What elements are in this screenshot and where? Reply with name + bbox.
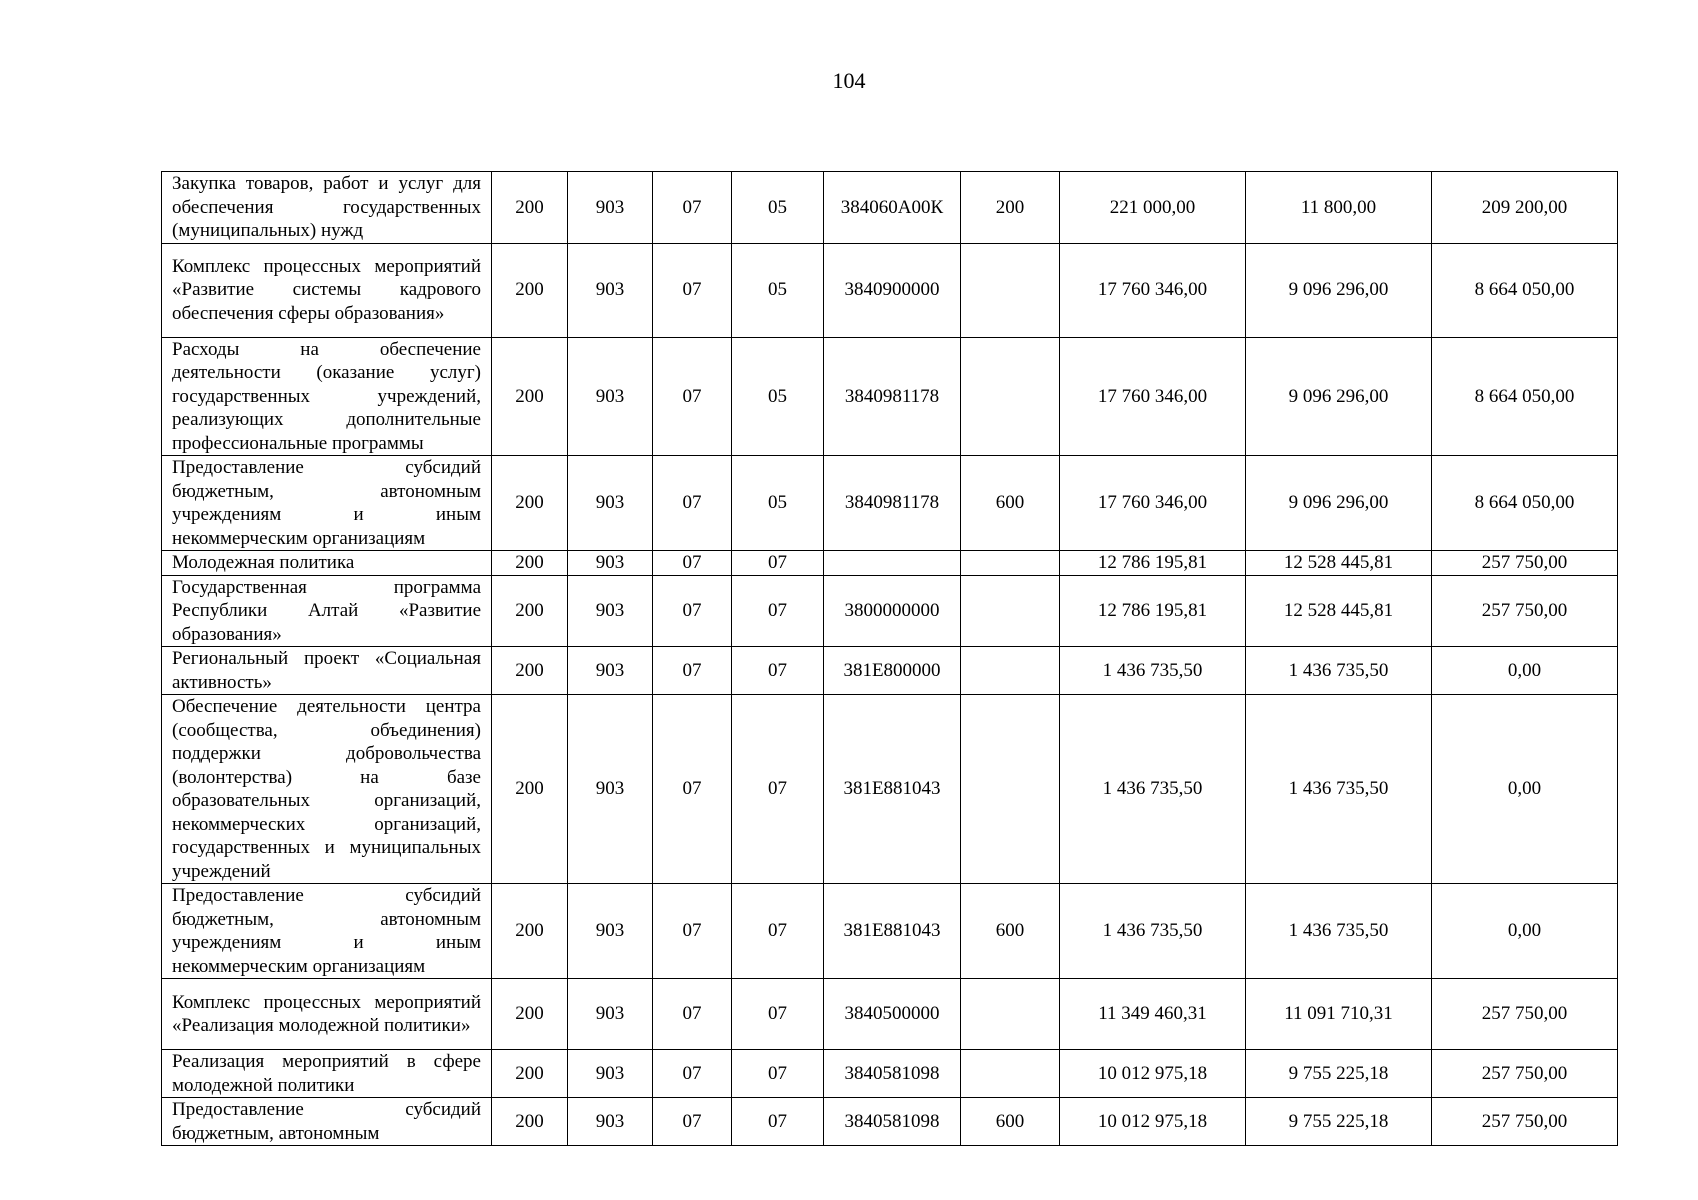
code-cell: 200 xyxy=(492,884,568,979)
ministry-code-cell: 903 xyxy=(568,243,653,337)
amount-total-cell: 10 012 975,18 xyxy=(1060,1098,1246,1146)
amount-third-cell: 0,00 xyxy=(1432,884,1618,979)
table-row xyxy=(162,1098,1618,1146)
subsection-code-cell: 07 xyxy=(732,647,824,695)
amount-third-cell: 209 200,00 xyxy=(1432,172,1618,244)
row-name-cell: Предоставление субсидий бюджетным, автономным учреждениям и иным некоммерческим организациям xyxy=(162,884,492,979)
section-code-cell: 07 xyxy=(653,551,732,576)
code-cell: 200 xyxy=(492,1050,568,1098)
amount-third-cell: 8 664 050,00 xyxy=(1432,243,1618,337)
amount-second-cell: 12 528 445,81 xyxy=(1246,575,1432,647)
section-code-cell: 07 xyxy=(653,243,732,337)
amount-total-cell: 17 760 346,00 xyxy=(1060,337,1246,456)
table-row xyxy=(162,647,1618,695)
code-cell: 200 xyxy=(492,551,568,576)
target-article-cell: 3800000000 xyxy=(824,575,961,647)
subsection-code-cell: 07 xyxy=(732,695,824,884)
expense-type-cell xyxy=(961,647,1060,695)
budget-table xyxy=(161,171,1618,1146)
code-cell: 200 xyxy=(492,337,568,456)
amount-third-cell: 0,00 xyxy=(1432,647,1618,695)
expense-type-cell: 600 xyxy=(961,456,1060,551)
target-article-cell: 3840981178 xyxy=(824,337,961,456)
subsection-code-cell: 07 xyxy=(732,1050,824,1098)
expense-type-cell: 600 xyxy=(961,1098,1060,1146)
section-code-cell: 07 xyxy=(653,884,732,979)
page-number: 104 xyxy=(832,68,866,93)
amount-second-cell: 12 528 445,81 xyxy=(1246,551,1432,576)
amount-total-cell: 1 436 735,50 xyxy=(1060,884,1246,979)
amount-total-cell: 12 786 195,81 xyxy=(1060,575,1246,647)
code-cell: 200 xyxy=(492,979,568,1050)
target-article-cell: 3840500000 xyxy=(824,979,961,1050)
amount-second-cell: 9 755 225,18 xyxy=(1246,1050,1432,1098)
table-row xyxy=(162,1050,1618,1098)
amount-third-cell: 257 750,00 xyxy=(1432,551,1618,576)
target-article-cell: 381Е881043 xyxy=(824,884,961,979)
target-article-cell: 3840900000 xyxy=(824,243,961,337)
expense-type-cell xyxy=(961,1050,1060,1098)
subsection-code-cell: 05 xyxy=(732,337,824,456)
code-cell: 200 xyxy=(492,1098,568,1146)
code-cell: 200 xyxy=(492,695,568,884)
row-name-cell: Региональный проект «Социальная активность» xyxy=(162,647,492,695)
ministry-code-cell: 903 xyxy=(568,647,653,695)
table-row xyxy=(162,695,1618,884)
amount-total-cell: 12 786 195,81 xyxy=(1060,551,1246,576)
table-row xyxy=(162,551,1618,576)
amount-third-cell: 257 750,00 xyxy=(1432,979,1618,1050)
row-name-cell: Закупка товаров, работ и услуг для обеспечения государственных (муниципальных) нужд xyxy=(162,172,492,244)
row-name-cell: Государственная программа Республики Алтай «Развитие образования» xyxy=(162,575,492,647)
ministry-code-cell: 903 xyxy=(568,1050,653,1098)
section-code-cell: 07 xyxy=(653,172,732,244)
amount-third-cell: 8 664 050,00 xyxy=(1432,337,1618,456)
amount-total-cell: 1 436 735,50 xyxy=(1060,647,1246,695)
ministry-code-cell: 903 xyxy=(568,337,653,456)
amount-total-cell: 10 012 975,18 xyxy=(1060,1050,1246,1098)
amount-second-cell: 1 436 735,50 xyxy=(1246,884,1432,979)
code-cell: 200 xyxy=(492,243,568,337)
row-name-cell: Реализация мероприятий в сфере молодежной политики xyxy=(162,1050,492,1098)
amount-second-cell: 1 436 735,50 xyxy=(1246,695,1432,884)
subsection-code-cell: 07 xyxy=(732,551,824,576)
section-code-cell: 07 xyxy=(653,1050,732,1098)
expense-type-cell: 600 xyxy=(961,884,1060,979)
code-cell: 200 xyxy=(492,647,568,695)
row-name-cell: Предоставление субсидий бюджетным, автономным xyxy=(162,1098,492,1146)
subsection-code-cell: 07 xyxy=(732,1098,824,1146)
code-cell: 200 xyxy=(492,456,568,551)
target-article-cell: 381Е881043 xyxy=(824,695,961,884)
target-article-cell xyxy=(824,551,961,576)
target-article-cell: 381Е800000 xyxy=(824,647,961,695)
amount-second-cell: 1 436 735,50 xyxy=(1246,647,1432,695)
amount-third-cell: 257 750,00 xyxy=(1432,575,1618,647)
subsection-code-cell: 05 xyxy=(732,456,824,551)
table-row xyxy=(162,243,1618,337)
code-cell: 200 xyxy=(492,575,568,647)
expense-type-cell xyxy=(961,575,1060,647)
amount-second-cell: 9 096 296,00 xyxy=(1246,456,1432,551)
target-article-cell: 384060А00К xyxy=(824,172,961,244)
subsection-code-cell: 07 xyxy=(732,884,824,979)
row-name-cell: Комплекс процессных мероприятий «Реализация молодежной политики» xyxy=(162,979,492,1050)
expense-type-cell xyxy=(961,243,1060,337)
section-code-cell: 07 xyxy=(653,575,732,647)
table-row xyxy=(162,575,1618,647)
table-row xyxy=(162,456,1618,551)
ministry-code-cell: 903 xyxy=(568,575,653,647)
section-code-cell: 07 xyxy=(653,337,732,456)
amount-total-cell: 11 349 460,31 xyxy=(1060,979,1246,1050)
section-code-cell: 07 xyxy=(653,456,732,551)
subsection-code-cell: 07 xyxy=(732,575,824,647)
ministry-code-cell: 903 xyxy=(568,884,653,979)
section-code-cell: 07 xyxy=(653,647,732,695)
amount-second-cell: 11 800,00 xyxy=(1246,172,1432,244)
section-code-cell: 07 xyxy=(653,695,732,884)
expense-type-cell xyxy=(961,337,1060,456)
table-row xyxy=(162,979,1618,1050)
amount-second-cell: 9 755 225,18 xyxy=(1246,1098,1432,1146)
expense-type-cell: 200 xyxy=(961,172,1060,244)
section-code-cell: 07 xyxy=(653,1098,732,1146)
amount-second-cell: 9 096 296,00 xyxy=(1246,243,1432,337)
expense-type-cell xyxy=(961,979,1060,1050)
table-row xyxy=(162,884,1618,979)
row-name-cell: Молодежная политика xyxy=(162,551,492,576)
code-cell: 200 xyxy=(492,172,568,244)
subsection-code-cell: 05 xyxy=(732,172,824,244)
row-name-cell: Обеспечение деятельности центра (сообщества, объединения) поддержки добровольчества (волонтерства) на базе образовательных организаций, некоммерческих организаций, государственных и муниципальных учреждений xyxy=(162,695,492,884)
expense-type-cell xyxy=(961,551,1060,576)
amount-total-cell: 17 760 346,00 xyxy=(1060,243,1246,337)
row-name-cell: Комплекс процессных мероприятий «Развитие системы кадрового обеспечения сферы образования» xyxy=(162,243,492,337)
table-row xyxy=(162,172,1618,244)
ministry-code-cell: 903 xyxy=(568,456,653,551)
amount-total-cell: 1 436 735,50 xyxy=(1060,695,1246,884)
amount-second-cell: 9 096 296,00 xyxy=(1246,337,1432,456)
expense-type-cell xyxy=(961,695,1060,884)
ministry-code-cell: 903 xyxy=(568,979,653,1050)
amount-third-cell: 257 750,00 xyxy=(1432,1098,1618,1146)
subsection-code-cell: 05 xyxy=(732,243,824,337)
target-article-cell: 3840581098 xyxy=(824,1098,961,1146)
section-code-cell: 07 xyxy=(653,979,732,1050)
amount-total-cell: 17 760 346,00 xyxy=(1060,456,1246,551)
amount-total-cell: 221 000,00 xyxy=(1060,172,1246,244)
row-name-cell: Расходы на обеспечение деятельности (оказание услуг) государственных учреждений, реализующих дополнительные профессиональные программы xyxy=(162,337,492,456)
amount-third-cell: 0,00 xyxy=(1432,695,1618,884)
amount-second-cell: 11 091 710,31 xyxy=(1246,979,1432,1050)
ministry-code-cell: 903 xyxy=(568,695,653,884)
ministry-code-cell: 903 xyxy=(568,551,653,576)
target-article-cell: 3840581098 xyxy=(824,1050,961,1098)
ministry-code-cell: 903 xyxy=(568,1098,653,1146)
target-article-cell: 3840981178 xyxy=(824,456,961,551)
row-name-cell: Предоставление субсидий бюджетным, автономным учреждениям и иным некоммерческим организациям xyxy=(162,456,492,551)
table-row xyxy=(162,337,1618,456)
amount-third-cell: 257 750,00 xyxy=(1432,1050,1618,1098)
amount-third-cell: 8 664 050,00 xyxy=(1432,456,1618,551)
subsection-code-cell: 07 xyxy=(732,979,824,1050)
ministry-code-cell: 903 xyxy=(568,172,653,244)
